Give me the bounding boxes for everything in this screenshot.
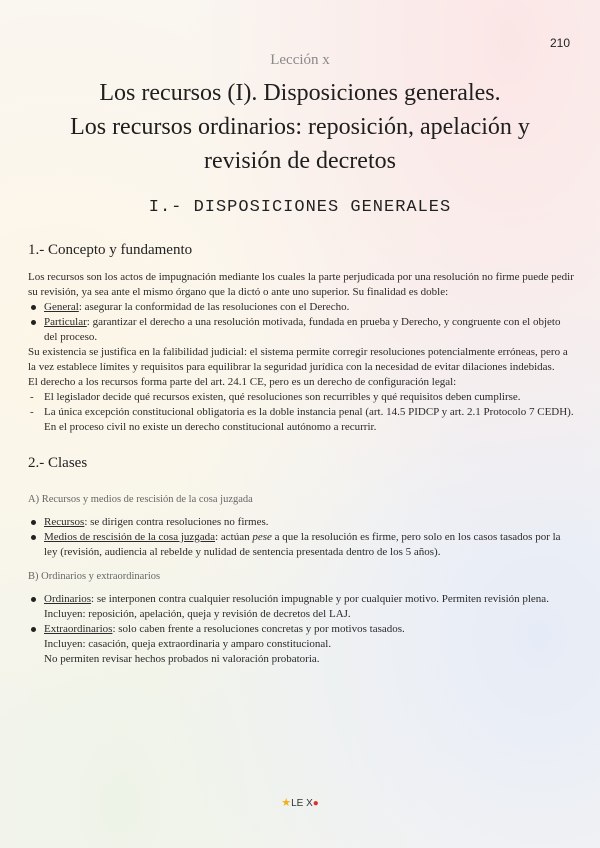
list-item xyxy=(28,622,576,667)
term: Medios de rescisión de la cosa juzgada xyxy=(44,531,216,543)
list-item-text: : se interponen contra cualquier resolución impugnable y por cualquier motivo. Permiten revisión plena. xyxy=(91,593,549,605)
title-line-3: revisión de decretos xyxy=(204,148,396,174)
list-item-text: El legislador decide qué recursos existen, qué resoluciones son recurribles y qué requisitos deben cumplirse. xyxy=(44,391,521,403)
list-item-text: a que la resolución es firme, pero solo en los casos tasados por la ley (revisión, audiencia al rebelde y nulidad de sentencia presentada dentro de los 5 años). xyxy=(44,531,561,558)
term: Extraordinarios xyxy=(44,623,113,635)
clases-a-list xyxy=(28,515,576,560)
paragraph-justificacion: Su existencia se justifica en la falibilidad judicial: el sistema permite corregir resoluciones potencialmente erróneas, pero a la vez establece límites y requisitos para equilibrar la seguridad jurídica con la necesidad de evitar dilaciones indebidas. xyxy=(28,346,568,373)
list-item-text: : actúan xyxy=(215,531,253,543)
section-heading: I.- DISPOSICIONES GENERALES xyxy=(148,198,452,217)
term: General xyxy=(44,301,79,313)
list-item-text: : garantizar el derecho a una resolución motivada, fundada en prueba y Derecho, y congruente con el objeto del proceso. xyxy=(44,316,561,343)
finalidad-list xyxy=(28,300,576,345)
list-item-text: : solo caben frente a resoluciones concretas y por motivos tasados. xyxy=(112,623,405,635)
list-item xyxy=(28,315,576,345)
configuracion-list xyxy=(28,390,576,435)
list-item-note: Incluyen: casación, queja extraordinaria y amparo constitucional. xyxy=(44,638,332,650)
page-title xyxy=(20,76,580,178)
lesson-label: Lección x xyxy=(270,52,330,68)
subheading-a: A) Recursos y medios de rescisión de la cosa juzgada xyxy=(28,494,253,505)
title-line-2: Los recursos ordinarios: reposición, apelación y xyxy=(70,114,530,140)
list-item-note: Incluyen: reposición, apelación, queja y revisión de decretos del LAJ. xyxy=(44,608,351,620)
list-item xyxy=(28,405,576,435)
clases-b-list xyxy=(28,592,576,667)
title-line-1: Los recursos (I). Disposiciones generales. xyxy=(99,80,501,106)
list-item xyxy=(28,592,576,622)
term: Particular xyxy=(44,316,87,328)
paragraph-derecho: El derecho a los recursos forma parte del art. 24.1 CE, pero es un derecho de configuración legal: xyxy=(28,376,457,388)
page-content xyxy=(28,240,576,667)
list-item-text: La única excepción constitucional obligatoria es la doble instancia penal (art. 14.5 PIDCP y art. 2.1 Protocolo 7 CEDH). xyxy=(44,406,574,418)
star-icon: ★ xyxy=(281,797,292,809)
term: Recursos xyxy=(44,516,85,528)
list-item xyxy=(28,390,576,405)
list-item-text: : se dirigen contra resoluciones no firmes. xyxy=(84,516,269,528)
page-number: 210 xyxy=(549,36,570,50)
subsection-heading-concepto: 1.- Concepto y fundamento xyxy=(28,242,193,258)
list-item xyxy=(28,300,576,315)
paragraph-intro: Los recursos son los actos de impugnación mediante los cuales la parte perjudicada por una resolución no firme puede pedir su revisión, ya sea ante el mismo órgano que la dictó o ante uno superior. Su finalidad es doble: xyxy=(28,271,574,298)
list-item xyxy=(28,530,576,560)
footer-brand xyxy=(0,796,600,809)
drop-icon: ● xyxy=(312,798,319,809)
list-item-note: No permiten revisar hechos probados ni valoración probatoria. xyxy=(44,653,320,665)
subsection-heading-clases: 2.- Clases xyxy=(28,455,88,471)
term: Ordinarios xyxy=(44,593,92,605)
list-item-note: En el proceso civil no existe un derecho constitucional autónomo a recurrir. xyxy=(44,421,377,433)
list-item xyxy=(28,515,576,530)
brand-text: LE X xyxy=(291,798,313,809)
subheading-b: B) Ordinarios y extraordinarios xyxy=(28,571,161,582)
list-item-text: : asegurar la conformidad de las resoluciones con el Derecho. xyxy=(78,301,350,313)
emphasis: pese xyxy=(252,531,272,543)
